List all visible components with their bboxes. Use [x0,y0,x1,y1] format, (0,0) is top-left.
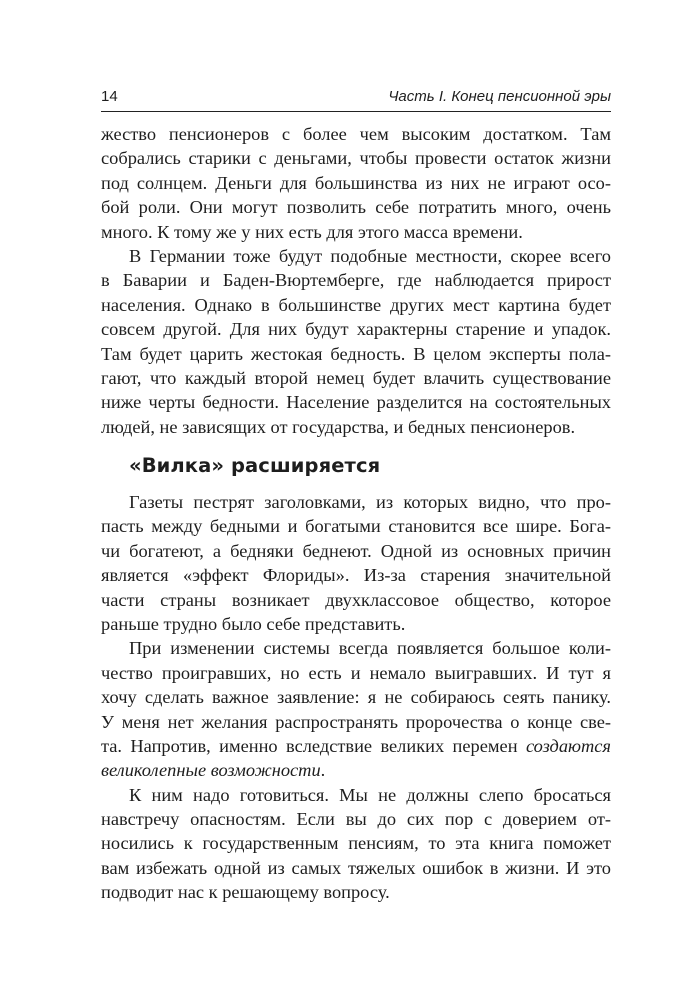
text-segment: . [320,760,326,781]
text-line: носились к государственным пенсиям, то эта книга поможет [101,833,611,854]
text-line: У меня нет желания распространять пророчества о конце све- [101,711,611,732]
text-line: подводит нас к решающему вопросу. [101,882,390,903]
text-line: ниже черты бедности. Население разделится на состоятельных [101,392,611,413]
text-line: части страны возникает двухклассовое общество, которое [101,589,611,610]
text-line: К ним надо готовиться. Мы не должны слепо бросаться [129,784,611,805]
text-line: бой роли. Они могут позволить себе потратить много, очень [101,197,611,218]
text-line: в Баварии и Баден-Вюртемберге, где наблюдается прирост [101,270,611,291]
emphasis-text: великолепные возможности [101,760,321,781]
text-line: При изменении системы всегда появляется большое коли- [129,638,611,659]
text-line [101,734,611,758]
text-line: раньше трудно было себе представить. [101,613,406,634]
text-line: гают, что каждый второй немец будет влачить существование [101,367,611,388]
text-line: жество пенсионеров с более чем высоким достатком. Там [101,124,611,144]
section-2-text [101,490,611,905]
header-rule [101,111,611,112]
text-line: совсем другой. Для них будут характерны старение и упадок. [101,319,611,340]
section-1-text [101,122,611,439]
text-line: много. К тому же у них есть для этого масса времени. [101,221,523,242]
text-line: населения. Однако в большинстве других мест картина будет [101,294,611,315]
running-title: Часть I. Конец пенсионной эры [388,88,611,105]
emphasis-text: создаются [525,735,611,756]
running-header [101,84,611,108]
text-line: вам избежать одной из самых тяжелых ошибок в жизни. И это [101,857,611,878]
text-line [101,758,611,782]
text-line: В Германии тоже будут подобные местности, скорее всего [129,245,611,266]
text-line: Газеты пестрят заголовками, из которых видно, что про- [129,492,611,512]
text-line: людей, не зависящих от государства, и бедных пенсионеров. [101,416,576,437]
text-line: собрались старики с деньгами, чтобы провести остаток жизни [101,148,611,169]
text-line: Там будет царить жестокая бедность. В целом эксперты пола- [101,343,611,364]
text-line: пасть между бедными и богатыми становится все шире. Бога- [101,516,611,537]
text-line: хочу сделать важное заявление: я не собираюсь сеять панику. [101,687,611,708]
text-line: навстречу опасностям. Если вы до сих пор с доверием от- [101,809,611,830]
text-line: под солнцем. Деньги для большинства из них не играют осо- [101,172,611,193]
text-line: является «эффект Флориды». Из-за старения значительной [101,565,611,586]
section-heading: «Вилка» расширяется [129,454,381,477]
text-line: чество проигравших, но есть и немало выигравших. И тут я [101,662,611,683]
text-segment: та. Напротив, именно вследствие великих перемен [101,735,518,756]
page-number: 14 [101,88,118,105]
text-line: чи богатеют, а бедняки беднеют. Одной из основных причин [101,540,611,561]
